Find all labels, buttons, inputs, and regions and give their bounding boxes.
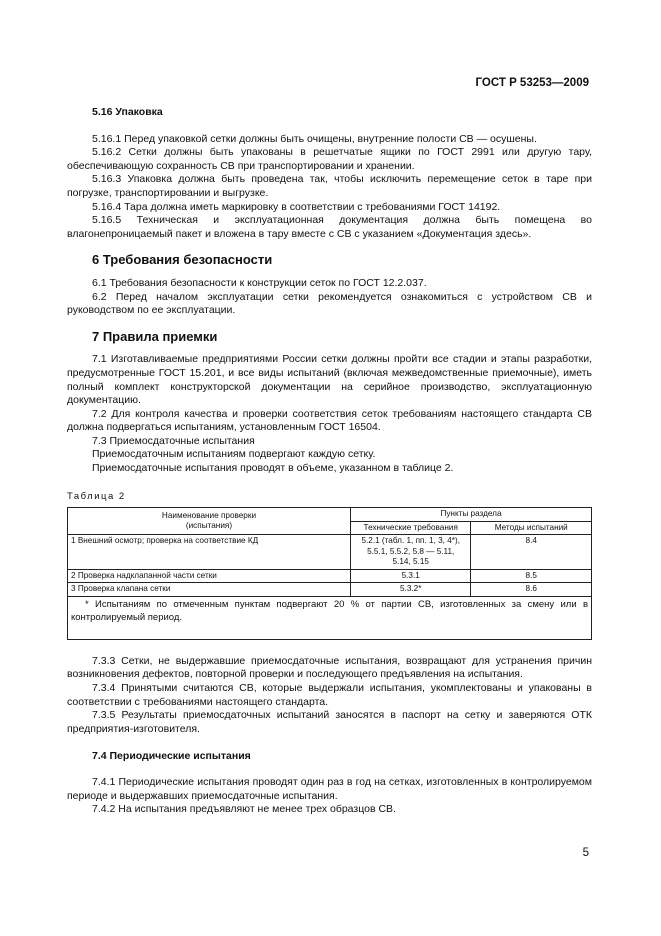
col-header-group: Пункты раздела	[350, 508, 591, 522]
cell-name: 3 Проверка клапана сетки	[68, 583, 351, 597]
section-7-title: 7 Правила приемки	[92, 328, 218, 344]
paragraph-6-1: 6.1 Требования безопасности к конструкции сеток по ГОСТ 12.2.037.	[92, 276, 427, 289]
table-row	[68, 569, 592, 583]
cell-name: 1 Внешний осмотр; проверка на соответствие КД	[68, 535, 351, 570]
paragraph-7-1: 7.1 Изготавливаемые предприятиями России сетки должны пройти все стадии и этапы разработки, предусмотренные ГОСТ 15.201, и все виды испытаний (включая межведомственные приемочные), иметь полный комплект конструкторской документации на серийное производство, эксплуатационную документацию.	[67, 353, 592, 407]
col-header-methods: Методы испытаний	[471, 521, 592, 535]
paragraph-7-3-3: 7.3.3 Сетки, не выдержавшие приемосдаточные испытания, возвращают для устранения причин возникновения дефектов, повторной проверки и последующего предъявления на испытания.	[67, 654, 592, 681]
paragraph-5-16-4: 5.16.4 Тара должна иметь маркировку в соответствии с требованиями ГОСТ 14192.	[92, 200, 501, 213]
table-row	[68, 583, 592, 597]
paragraph-7-4-1: 7.4.1 Периодические испытания проводят один раз в год на сетках, изготовленных в контролируемом периоде и выдержавших приемосдаточные испытания.	[67, 775, 592, 802]
document-code: ГОСТ Р 53253—2009	[475, 77, 589, 89]
table-row	[68, 535, 592, 570]
section-5-16-title: 5.16 Упаковка	[92, 106, 163, 118]
cell-tech: 5.3.2*	[350, 583, 471, 597]
page-number: 5	[582, 847, 589, 859]
section-7-4-title: 7.4 Периодические испытания	[92, 750, 251, 763]
paragraph-5-16-2: 5.16.2 Сетки должны быть упакованы в решетчатые ящики по ГОСТ 2991 или другую тару, обеспечивающую сохранность СВ при транспортировании и хранении.	[67, 146, 592, 172]
table-note-row	[68, 596, 592, 639]
table-caption: Таблица 2	[67, 490, 126, 502]
col-header-name: Наименование проверки (испытания)	[68, 508, 351, 535]
table-footnote: * Испытаниям по отмеченным пунктам подвергают 20 % от партии СВ, изготовленных за смену или в контролируемый период.	[68, 596, 592, 639]
paragraph-7-3-4: 7.3.4 Принятыми считаются СВ, которые выдержали испытания, укомплектованы и упакованы в соответствии с требованиями настоящего стандарта.	[67, 681, 592, 708]
paragraph-7-3-5: 7.3.5 Результаты приемосдаточных испытаний заносятся в паспорт на сетку и заверяются ОТК предприятия-изготовителя.	[67, 709, 592, 735]
paragraph-5-16-1: 5.16.1 Перед упаковкой сетки должны быть очищены, внутренние полости СВ — осушены.	[92, 132, 537, 145]
cell-method: 8.4	[471, 535, 592, 570]
paragraph-7-3-2: Приемосдаточные испытания проводят в объеме, указанном в таблице 2.	[92, 462, 454, 475]
paragraph-5-16-3: 5.16.3 Упаковка должна быть проведена так, чтобы исключить перемещение сеток в таре при погрузке, транспортировании и выгрузке.	[67, 173, 592, 199]
page-content	[67, 106, 592, 817]
cell-name: 2 Проверка надклапанной части сетки	[68, 569, 351, 583]
cell-tech: 5.2.1 (табл. 1, пп. 1, 3, 4*), 5.5.1, 5.5.2, 5.8 — 5.11, 5.14, 5.15	[350, 535, 471, 570]
paragraph-7-3-1: Приемосдаточным испытаниям подвергают каждую сетку.	[92, 448, 376, 461]
col-header-tech: Технические требования	[350, 521, 471, 535]
paragraph-6-2: 6.2 Перед началом эксплуатации сетки рекомендуется ознакомиться с устройством СВ и руководством по ее эксплуатации.	[67, 290, 592, 317]
cell-method: 8.6	[471, 583, 592, 597]
table-header-row	[68, 508, 592, 522]
section-6-title: 6 Требования безопасности	[92, 252, 273, 268]
cell-method: 8.5	[471, 569, 592, 583]
paragraph-7-4-2: 7.4.2 На испытания предъявляют не менее трех образцов СВ.	[92, 803, 396, 816]
paragraph-5-16-5: 5.16.5 Техническая и эксплуатационная документация должна быть помещена во влагонепроницаемый пакет и вложена в тару вместе с СВ с указанием «Документация здесь».	[67, 214, 592, 240]
paragraph-7-3: 7.3 Приемосдаточные испытания	[92, 434, 255, 447]
paragraph-7-2: 7.2 Для контроля качества и проверки соответствия сеток требованиям настоящего стандарта СВ должна подвергаться испытаниям, установленным ГОСТ 16504.	[67, 407, 592, 434]
cell-tech: 5.3.1	[350, 569, 471, 583]
acceptance-tests-table	[67, 507, 592, 640]
